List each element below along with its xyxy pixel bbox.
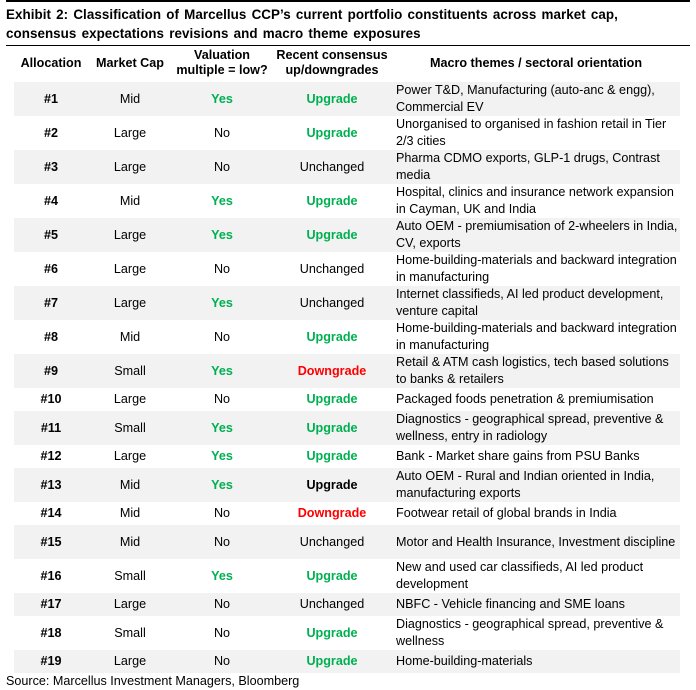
cell-revision: Unchanged xyxy=(299,261,365,276)
table-row xyxy=(14,320,680,354)
table-row xyxy=(14,525,680,559)
cell-market-cap: Mid xyxy=(119,193,141,208)
cell-valuation: No xyxy=(213,125,231,140)
cell-market-cap: Large xyxy=(113,261,147,276)
cell-revision: Upgrade xyxy=(272,468,392,502)
table-row xyxy=(14,593,680,616)
cell-revision: Upgrade xyxy=(272,82,392,116)
cell-macro-theme: Diagnostics - geographical spread, preventive & wellness xyxy=(396,617,664,648)
cell-market-cap: Large xyxy=(113,392,147,406)
cell-macro-theme: Hospital, clinics and insurance network expansion in Cayman, UK and India xyxy=(396,185,674,216)
cell-revision: Upgrade xyxy=(272,650,392,673)
cell-revision: Upgrade xyxy=(272,218,392,252)
header-market-cap: Market Cap xyxy=(96,55,164,70)
cell-valuation: No xyxy=(213,329,231,344)
cell-market-cap: Large xyxy=(113,125,147,140)
table-row xyxy=(14,616,680,650)
table-body xyxy=(14,82,680,673)
cell-macro-theme: Power T&D, Manufacturing (auto-anc & engg), Commercial EV xyxy=(392,82,680,116)
header-allocation: Allocation xyxy=(20,55,82,70)
cell-revision: Unchanged xyxy=(272,593,392,616)
cell-macro-theme: Auto OEM - premiumisation of 2-wheelers in India, CV, exports xyxy=(392,218,680,252)
cell-market-cap: Large xyxy=(88,650,172,673)
cell-valuation: No xyxy=(172,593,272,616)
cell-valuation: Yes xyxy=(172,468,272,502)
cell-macro-theme: Auto OEM - Rural and Indian oriented in India, manufacturing exports xyxy=(392,468,680,502)
cell-valuation: Yes xyxy=(211,193,233,208)
portfolio-classification-table xyxy=(14,46,680,673)
table-row xyxy=(14,650,680,673)
cell-valuation: No xyxy=(213,506,231,520)
cell-allocation: #14 xyxy=(40,506,62,520)
cell-allocation: #5 xyxy=(14,218,88,252)
table-row xyxy=(14,468,680,502)
cell-allocation: #16 xyxy=(40,568,62,583)
cell-revision: Upgrade xyxy=(272,411,392,445)
cell-revision: Unchanged xyxy=(272,150,392,184)
cell-macro-theme: Retail & ATM cash logistics, tech based solutions to banks & retailers xyxy=(392,354,680,388)
cell-allocation: #9 xyxy=(14,354,88,388)
cell-allocation: #18 xyxy=(40,625,62,640)
cell-revision: Upgrade xyxy=(306,625,358,640)
cell-valuation: No xyxy=(172,150,272,184)
cell-macro-theme: NBFC - Vehicle financing and SME loans xyxy=(392,593,680,616)
exhibit-title-block xyxy=(6,0,690,43)
cell-revision: Upgrade xyxy=(306,329,358,344)
cell-revision: Unchanged xyxy=(272,525,392,559)
cell-allocation: #1 xyxy=(14,82,88,116)
cell-market-cap: Small xyxy=(88,354,172,388)
table-row xyxy=(14,150,680,184)
cell-market-cap: Large xyxy=(113,449,147,463)
cell-revision: Upgrade xyxy=(306,449,358,463)
cell-macro-theme: Diagnostics - geographical spread, preventive & wellness, entry in radiology xyxy=(392,411,680,445)
header-valuation: Valuation multiple = low? xyxy=(176,48,268,77)
cell-market-cap: Small xyxy=(88,411,172,445)
cell-market-cap: Large xyxy=(88,218,172,252)
cell-macro-theme: Bank - Market share gains from PSU Banks xyxy=(396,449,640,463)
cell-market-cap: Mid xyxy=(119,506,141,520)
cell-valuation: No xyxy=(172,525,272,559)
header-macro-themes: Macro themes / sectoral orientation xyxy=(429,55,643,70)
cell-revision: Upgrade xyxy=(306,193,358,208)
cell-valuation: Yes xyxy=(211,568,233,583)
cell-market-cap: Large xyxy=(88,286,172,320)
cell-macro-theme: Unorganised to organised in fashion retail in Tier 2/3 cities xyxy=(396,117,667,148)
table-row xyxy=(14,445,680,468)
table-row xyxy=(14,559,680,593)
table-row xyxy=(14,502,680,525)
cell-macro-theme: Home-building-materials and backward integration in manufacturing xyxy=(396,253,677,284)
cell-revision: Upgrade xyxy=(306,568,358,583)
cell-valuation: Yes xyxy=(172,82,272,116)
table-header-row xyxy=(14,46,680,82)
cell-macro-theme: Home-building-materials and backward integration in manufacturing xyxy=(396,321,677,352)
cell-allocation: #15 xyxy=(14,525,88,559)
cell-macro-theme: Footwear retail of global brands in India xyxy=(396,506,617,520)
cell-valuation: No xyxy=(213,392,231,406)
cell-valuation: Yes xyxy=(172,218,272,252)
cell-allocation: #4 xyxy=(43,193,58,208)
cell-valuation: Yes xyxy=(211,449,233,463)
cell-market-cap: Large xyxy=(88,150,172,184)
cell-allocation: #3 xyxy=(14,150,88,184)
cell-valuation: Yes xyxy=(172,354,272,388)
cell-macro-theme: Packaged foods penetration & premiumisation xyxy=(396,392,654,406)
cell-market-cap: Mid xyxy=(88,525,172,559)
table-row xyxy=(14,218,680,252)
cell-market-cap: Mid xyxy=(88,468,172,502)
table-row xyxy=(14,184,680,218)
cell-allocation: #2 xyxy=(43,125,58,140)
cell-market-cap: Small xyxy=(114,625,146,640)
cell-market-cap: Small xyxy=(114,568,146,583)
cell-macro-theme: Motor and Health Insurance, Investment discipline xyxy=(392,525,680,559)
cell-allocation: #11 xyxy=(14,411,88,445)
table-row xyxy=(14,388,680,411)
cell-revision: Upgrade xyxy=(306,392,358,406)
cell-macro-theme: Pharma CDMO exports, GLP-1 drugs, Contrast media xyxy=(392,150,680,184)
cell-revision: Unchanged xyxy=(272,286,392,320)
cell-allocation: #8 xyxy=(43,329,58,344)
cell-allocation: #17 xyxy=(14,593,88,616)
cell-allocation: #12 xyxy=(40,449,62,463)
cell-market-cap: Large xyxy=(88,593,172,616)
cell-allocation: #10 xyxy=(40,392,62,406)
source-note: Source: Marcellus Investment Managers, Bloomberg xyxy=(6,674,300,688)
cell-allocation: #7 xyxy=(14,286,88,320)
cell-macro-theme: Home-building-materials xyxy=(392,650,680,673)
cell-allocation: #19 xyxy=(14,650,88,673)
cell-valuation: No xyxy=(213,625,231,640)
table-row xyxy=(14,252,680,286)
cell-valuation: Yes xyxy=(172,286,272,320)
cell-valuation: Yes xyxy=(172,411,272,445)
cell-allocation: #6 xyxy=(43,261,58,276)
header-revisions: Recent consensus up/downgrades xyxy=(276,48,388,77)
exhibit-title: Exhibit 2: Classification of Marcellus CCP’s current portfolio constituents across market cap, consensus expectations revisions and macro theme exposures xyxy=(6,7,618,41)
table-row xyxy=(14,82,680,116)
table-row xyxy=(14,286,680,320)
cell-revision: Downgrade xyxy=(297,506,367,520)
cell-macro-theme: New and used car classifieds, AI led product development xyxy=(396,560,644,591)
cell-valuation: No xyxy=(213,261,231,276)
cell-revision: Upgrade xyxy=(306,125,358,140)
cell-valuation: No xyxy=(172,650,272,673)
cell-market-cap: Mid xyxy=(119,329,141,344)
cell-revision: Downgrade xyxy=(272,354,392,388)
cell-market-cap: Mid xyxy=(88,82,172,116)
table-row xyxy=(14,116,680,150)
table-row xyxy=(14,411,680,445)
cell-allocation: #13 xyxy=(14,468,88,502)
cell-macro-theme: Internet classifieds, AI led product development, venture capital xyxy=(392,286,680,320)
table-row xyxy=(14,354,680,388)
